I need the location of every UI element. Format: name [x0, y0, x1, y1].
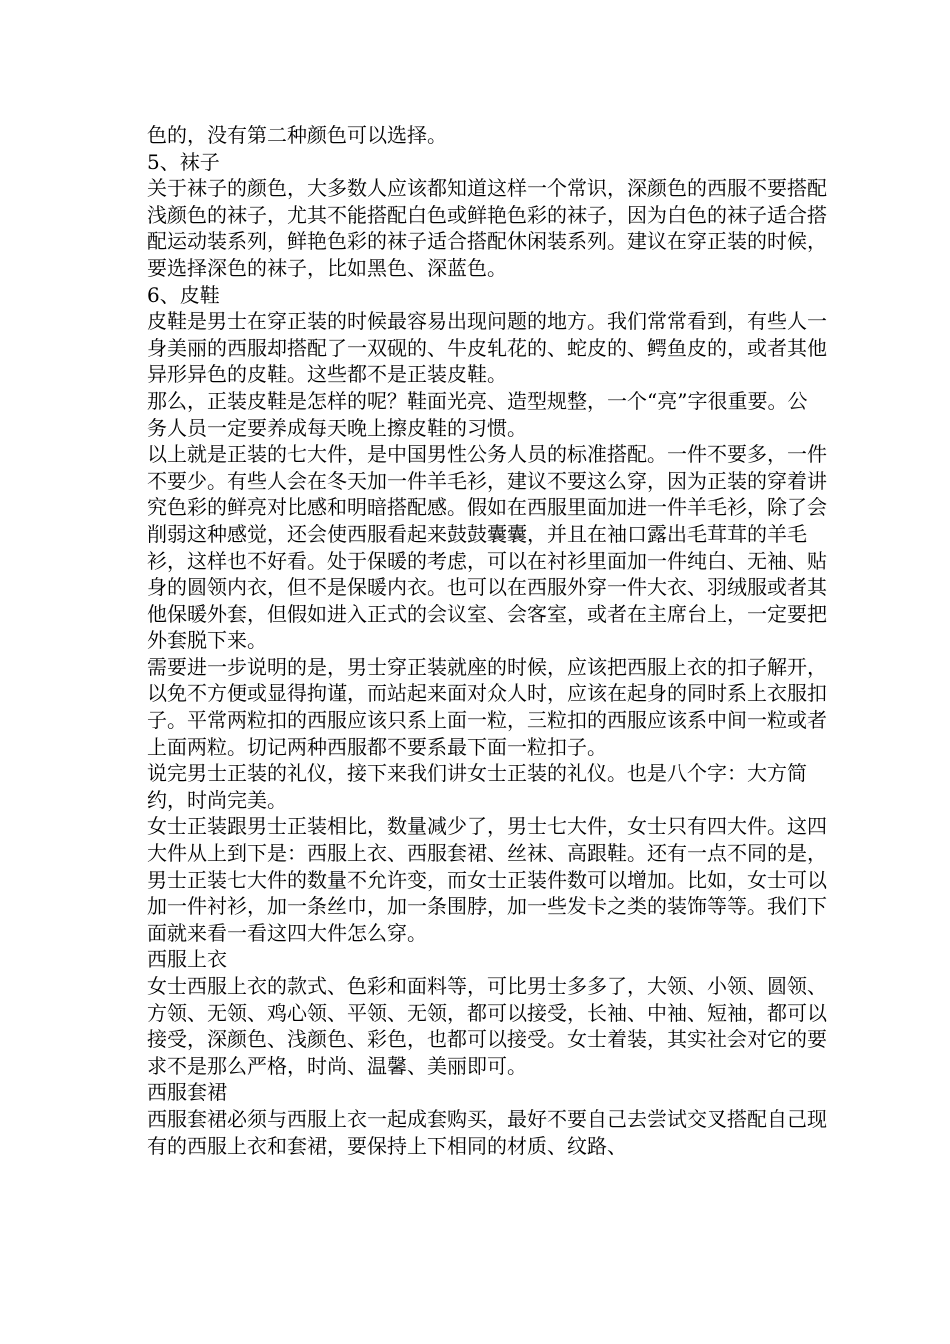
paragraph-jacket: 女士西服上衣的款式、色彩和面料等，可比男士多多了，大领、小领、圆领、方领、无领、鸡心领、平领、无领，都可以接受，长袖、中袖、短袖，都可以接受，深颜色、浅颜色、彩色，也都可以接受。女士着装，其实社会对它的要求不是那么严格，时尚、温馨、美丽即可。	[147, 974, 827, 1078]
paragraph-women-intro: 说完男士正装的礼仪，接下来我们讲女士正装的礼仪。也是八个字：大方简约，时尚完美。	[147, 761, 807, 812]
heading-shoes: 6、皮鞋	[147, 282, 220, 307]
paragraph-socks: 关于袜子的颜色，大多数人应该都知道这样一个常识，深颜色的西服不要搭配浅颜色的袜子，尤其不能搭配白色或鲜艳色彩的袜子，因为白色的袜子适合搭配运动装系列，鲜艳色彩的袜子适合搭配休闲装系列。建议在穿正装的时候，要选择深色的袜子，比如黑色、深蓝色。	[147, 176, 827, 280]
paragraph-skirt: 西服套裙必须与西服上衣一起成套购买，最好不要自己去尝试交叉搭配自己现有的西服上衣和套裙，要保持上下相同的材质、纹路、	[147, 1106, 827, 1158]
heading-jacket: 西服上衣	[147, 947, 227, 972]
document-page	[147, 122, 827, 1159]
paragraph-shoes-problems: 皮鞋是男士在穿正装的时候最容易出现问题的地方。我们常常看到，有些人一身美丽的西服却搭配了一双砚的、牛皮轧花的、蛇皮的、鳄鱼皮的，或者其他异形异色的皮鞋。这些都不是正装皮鞋。	[147, 309, 827, 387]
paragraph-seven-pieces: 以上就是正装的七大件，是中国男性公务人员的标准搭配。一件不要多，一件不要少。有些人会在冬天加一件羊毛衫，建议不要这么穿，因为正装的穿着讲究色彩的鲜亮对比感和明暗搭配感。假如在西服里面加进一件羊毛衫，除了会削弱这种感觉，还会使西服看起来鼓鼓囊囊，并且在袖口露出毛茸茸的羊毛衫，这样也不好看。处于保暖的考虑，可以在衬衫里面加一件纯白、无袖、贴身的圆领内衣，但不是保暖内衣。也可以在西服外穿一件大衣、羽绒服或者其他保暖外套，但假如进入正式的会议室、会客室，或者在主席台上，一定要把外套脱下来。	[147, 442, 827, 653]
paragraph-continuation: 色的，没有第二种颜色可以选择。	[147, 123, 447, 147]
paragraph-buttons: 需要进一步说明的是，男士穿正装就座的时候，应该把西服上衣的扣子解开，以免不方便或显得拘谨，而站起来面对众人时，应该在起身的同时系上衣服扣子。平常两粒扣的西服应该只系上面一粒，三粒扣的西服应该系中间一粒或者上面两粒。切记两种西服都不要系最下面一粒扣子。	[147, 654, 827, 759]
heading-skirt: 西服套裙	[147, 1080, 227, 1105]
paragraph-women-four-pieces: 女士正装跟男士正装相比，数量减少了，男士七大件，女士只有四大件。这四大件从上到下是：西服上衣、西服套裙、丝袜、高跟鞋。还有一点不同的是，男士正装七大件的数量不允许变，而女士正装件数可以增加。比如，女士可以加一件衬衫，加一条丝巾，加一条围脖，加一些发卡之类的装饰等等。我们下面就来看一看这四大件怎么穿。	[147, 814, 827, 945]
heading-socks: 5、袜子	[147, 149, 220, 174]
paragraph-shoes-formal: 那么，正装皮鞋是怎样的呢？鞋面光亮、造型规整，一个“亮”字很重要。公务人员一定要养成每天晚上擦皮鞋的习惯。	[147, 388, 808, 440]
